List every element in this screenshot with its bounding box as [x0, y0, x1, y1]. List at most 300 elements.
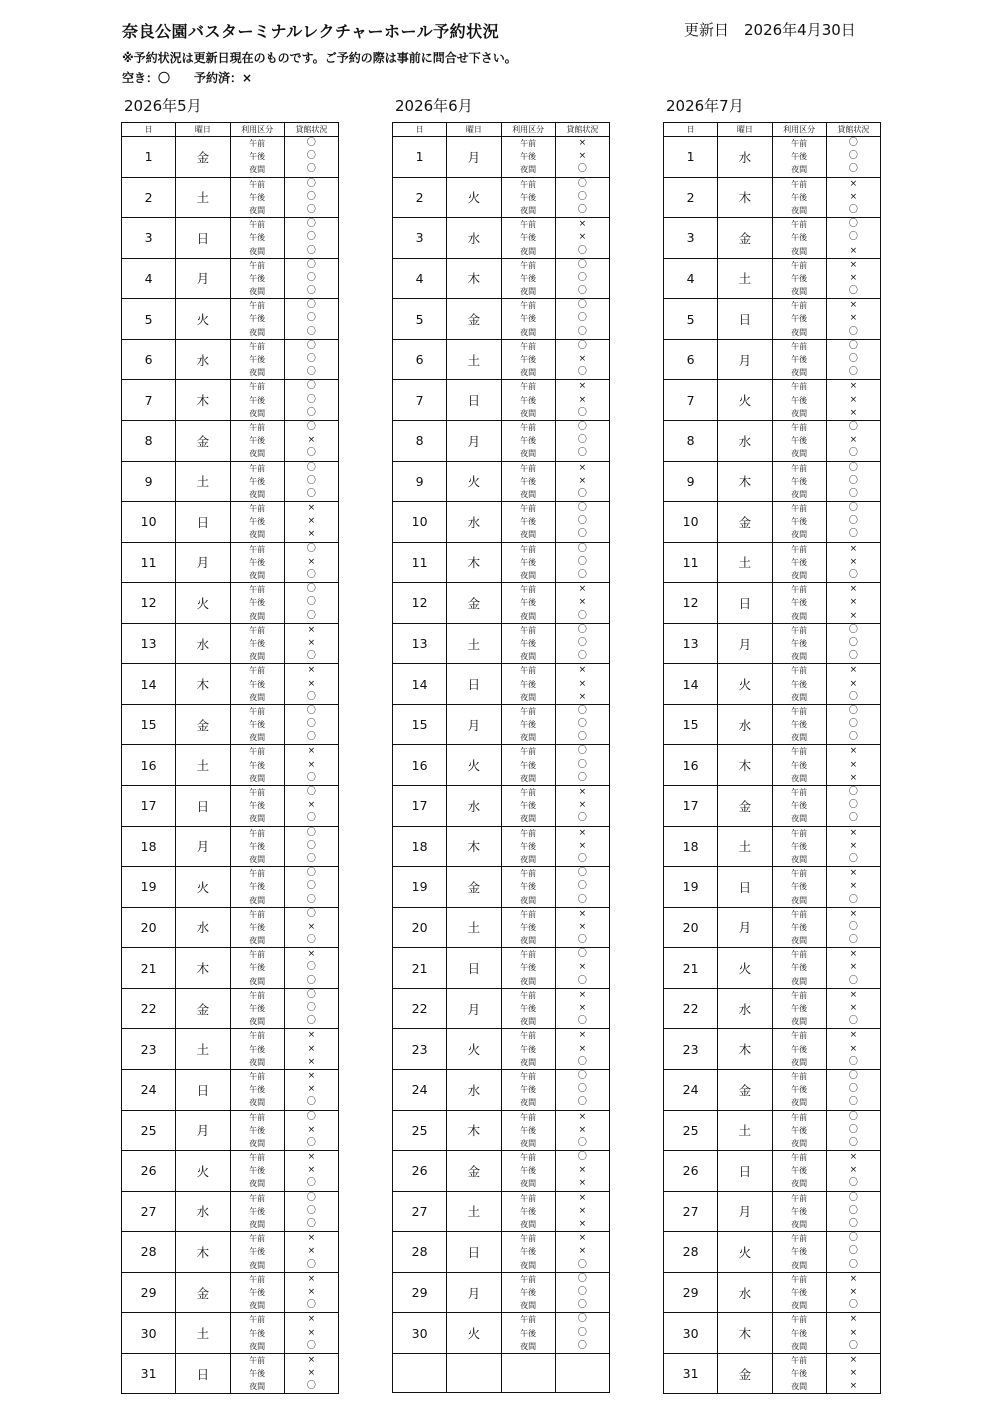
table-row: [393, 1232, 610, 1273]
table-row: [664, 745, 881, 786]
period-label: 午後: [249, 314, 266, 324]
status-mark: 〇: [306, 772, 316, 783]
period-label: 夜間: [520, 611, 537, 621]
status-mark: 〇: [848, 326, 858, 337]
status-mark: 〇: [306, 881, 316, 892]
period-label: 夜間: [520, 773, 537, 783]
status-mark: ×: [307, 921, 316, 932]
status-mark: ×: [578, 962, 587, 973]
period-list: [230, 826, 284, 867]
status-mark: 〇: [306, 813, 316, 824]
period-label: 午前: [791, 179, 808, 189]
status-mark: ×: [849, 245, 858, 256]
weekday: 金: [718, 218, 772, 259]
period-label: 午前: [520, 585, 537, 595]
status-list: [284, 583, 338, 624]
period-label: 夜間: [791, 1179, 808, 1189]
period-list: [501, 502, 555, 543]
col-header-weekday: 曜日: [718, 123, 772, 137]
weekday: 月: [176, 826, 230, 867]
period-label: 午前: [249, 1355, 266, 1365]
period-label: 午後: [791, 882, 808, 892]
weekday: 火: [447, 461, 501, 502]
status-mark: 〇: [848, 1097, 858, 1108]
status-mark: 〇: [848, 894, 858, 905]
period-label: 午後: [249, 882, 266, 892]
status-mark: 〇: [848, 705, 858, 716]
period-list: [501, 339, 555, 380]
period-label: 午前: [249, 706, 266, 716]
day-number: 24: [393, 1069, 447, 1110]
table-row: [664, 137, 881, 178]
status-mark: ×: [307, 1124, 316, 1135]
period-list: [772, 704, 826, 745]
day-number: 5: [393, 299, 447, 340]
weekday: 日: [176, 1069, 230, 1110]
status-mark: 〇: [848, 503, 858, 514]
period-list: [501, 299, 555, 340]
period-label: 午後: [520, 598, 537, 608]
status-mark: 〇: [306, 178, 316, 189]
status-mark: ×: [307, 1233, 316, 1244]
weekday: 火: [176, 583, 230, 624]
status-mark: ×: [307, 637, 316, 648]
status-mark: ×: [849, 989, 858, 1000]
day-number: 29: [122, 1272, 176, 1313]
day-number: 9: [393, 461, 447, 502]
day-number: 18: [393, 826, 447, 867]
status-mark: ×: [849, 1152, 858, 1163]
status-list: [826, 420, 880, 461]
period-label: 午後: [520, 922, 537, 932]
status-mark: ×: [849, 178, 858, 189]
period-label: 午後: [249, 922, 266, 932]
status-mark: ×: [849, 381, 858, 392]
weekday: 水: [718, 137, 772, 178]
day-number: 14: [393, 664, 447, 705]
period-label: 午前: [791, 706, 808, 716]
period-list: [772, 786, 826, 827]
status-mark: 〇: [848, 462, 858, 473]
status-list: [826, 583, 880, 624]
table-row: [122, 867, 339, 908]
period-label: 夜間: [791, 246, 808, 256]
table-row: [393, 177, 610, 218]
period-label: 午後: [791, 922, 808, 932]
period-label: 午前: [249, 1274, 266, 1284]
weekday: 火: [176, 867, 230, 908]
period-label: 午後: [791, 273, 808, 283]
period-label: 午前: [520, 909, 537, 919]
period-list: [501, 664, 555, 705]
period-label: 夜間: [249, 530, 266, 540]
status-list: [284, 420, 338, 461]
period-label: 午前: [249, 1112, 266, 1122]
status-mark: 〇: [848, 204, 858, 215]
table-row: [122, 299, 339, 340]
day-number: 8: [393, 420, 447, 461]
status-mark: 〇: [306, 488, 316, 499]
status-list: [826, 177, 880, 218]
weekday: 木: [718, 177, 772, 218]
status-mark: 〇: [848, 651, 858, 662]
status-mark: 〇: [848, 1016, 858, 1027]
weekday: 金: [447, 1151, 501, 1192]
col-header-status: 貸館状況: [826, 123, 880, 137]
weekday: 土: [718, 542, 772, 583]
status-list: [555, 542, 609, 583]
period-label: 午前: [520, 788, 537, 797]
status-mark: ×: [578, 1219, 587, 1229]
table-row: [664, 1151, 881, 1192]
status-mark: 〇: [306, 719, 316, 730]
period-label: 午前: [520, 179, 537, 189]
status-mark: 〇: [306, 570, 316, 580]
table-row: [664, 1313, 881, 1354]
status-mark: ×: [578, 787, 587, 797]
period-label: 午後: [520, 557, 537, 567]
period-label: 午後: [249, 679, 266, 689]
period-label: 午後: [249, 1085, 266, 1095]
status-mark: 〇: [848, 1340, 858, 1351]
status-mark: 〇: [577, 286, 587, 297]
status-mark: ×: [307, 1286, 316, 1297]
table-row: [393, 542, 610, 583]
col-header-day: 日: [122, 123, 176, 137]
period-list: [772, 1313, 826, 1354]
table-row: [122, 177, 339, 218]
period-label: 午後: [520, 963, 537, 973]
status-mark: ×: [849, 1327, 858, 1338]
period-list: [501, 258, 555, 299]
status-mark: 〇: [306, 543, 316, 554]
status-list: [826, 218, 880, 259]
period-label: 午後: [791, 436, 808, 446]
period-label: 午後: [520, 638, 537, 648]
status-list: [826, 1191, 880, 1232]
status-list: [284, 137, 338, 178]
period-label: 午後: [791, 801, 808, 811]
period-label: 午前: [249, 1153, 266, 1163]
day-number: 4: [393, 258, 447, 299]
period-label: 午後: [249, 1166, 266, 1176]
period-list: [230, 502, 284, 543]
period-list: [772, 380, 826, 421]
status-mark: 〇: [848, 813, 858, 824]
period-list: [501, 380, 555, 421]
status-mark: ×: [849, 759, 858, 770]
period-label: 午前: [520, 1234, 537, 1244]
status-list: [555, 1069, 609, 1110]
period-label: 夜間: [249, 733, 266, 743]
status-mark: 〇: [848, 691, 858, 702]
period-label: 午後: [520, 1125, 537, 1135]
period-label: 午前: [249, 747, 266, 757]
weekday: 金: [176, 137, 230, 178]
period-label: 夜間: [249, 205, 266, 215]
period-label: 午後: [791, 1004, 808, 1013]
status-mark: 〇: [848, 975, 858, 986]
status-mark: 〇: [577, 719, 587, 730]
table-row: [393, 218, 610, 259]
status-list: [826, 745, 880, 786]
period-list: [501, 1069, 555, 1110]
day-number: 5: [122, 299, 176, 340]
status-mark: 〇: [577, 1340, 587, 1351]
table-row: [393, 461, 610, 502]
period-label: 午後: [249, 638, 266, 648]
status-list: [555, 664, 609, 705]
period-label: 夜間: [249, 692, 266, 702]
table-row: [393, 1313, 610, 1354]
period-label: 午後: [791, 1085, 808, 1095]
table-row: [122, 258, 339, 299]
status-mark: ×: [578, 908, 587, 919]
status-mark: 〇: [848, 516, 858, 527]
period-label: 午前: [520, 504, 537, 514]
table-row: [393, 299, 610, 340]
period-label: 夜間: [520, 1138, 537, 1148]
status-mark: ×: [307, 949, 316, 960]
table-row: [664, 583, 881, 624]
status-mark: 〇: [306, 894, 316, 905]
table-row: [393, 786, 610, 827]
month-title-may: 2026年5月: [124, 97, 202, 115]
period-list: [501, 1272, 555, 1313]
table-row: [664, 1069, 881, 1110]
period-label: 午前: [249, 139, 266, 148]
table-row: [122, 907, 339, 948]
weekday: 水: [718, 988, 772, 1029]
status-mark: 〇: [848, 1178, 858, 1189]
day-number: 2: [393, 177, 447, 218]
status-list: [284, 380, 338, 421]
period-label: 午前: [520, 869, 537, 879]
period-list: [501, 704, 555, 745]
period-label: 午後: [791, 557, 808, 567]
period-label: 午後: [791, 598, 808, 608]
table-row: [664, 339, 881, 380]
period-label: 午前: [249, 260, 266, 270]
day-number: 4: [122, 258, 176, 299]
status-mark: ×: [578, 827, 587, 838]
status-mark: 〇: [577, 746, 587, 757]
table-row: [393, 1069, 610, 1110]
weekday: 月: [718, 339, 772, 380]
status-list: [284, 907, 338, 948]
period-label: 夜間: [791, 1382, 808, 1392]
period-label: 夜間: [520, 652, 537, 662]
weekday: 日: [718, 299, 772, 340]
period-label: 午後: [520, 882, 537, 892]
period-label: 午前: [791, 666, 808, 676]
day-number: 26: [122, 1151, 176, 1192]
period-label: 夜間: [791, 449, 808, 459]
period-label: 午後: [249, 152, 266, 162]
status-list: [284, 1151, 338, 1192]
status-mark: 〇: [306, 394, 316, 405]
table-row: [122, 1110, 339, 1151]
period-label: 夜間: [791, 1057, 808, 1067]
period-list: [230, 339, 284, 380]
status-mark: 〇: [306, 840, 316, 851]
status-mark: ×: [849, 556, 858, 567]
period-label: 午前: [249, 1315, 266, 1325]
status-mark: 〇: [577, 624, 587, 635]
day-number: 25: [122, 1110, 176, 1151]
status-mark: 〇: [306, 326, 316, 337]
period-label: 午前: [791, 909, 808, 919]
period-label: 夜間: [791, 733, 808, 743]
period-label: 午前: [249, 422, 266, 432]
period-label: 午前: [520, 1031, 537, 1041]
status-mark: ×: [578, 232, 587, 243]
period-label: 午後: [249, 760, 266, 770]
status-mark: 〇: [306, 1137, 316, 1148]
status-mark: 〇: [577, 1016, 587, 1027]
table-row: [393, 988, 610, 1029]
status-list: [826, 339, 880, 380]
status-mark: 〇: [848, 853, 858, 864]
period-label: 夜間: [249, 571, 266, 580]
period-label: 午前: [520, 544, 537, 554]
status-list: [826, 380, 880, 421]
status-mark: 〇: [577, 448, 587, 459]
period-label: 午前: [791, 1153, 808, 1163]
table-row: [664, 988, 881, 1029]
status-list: [826, 704, 880, 745]
status-list: [284, 461, 338, 502]
weekday: 金: [718, 1353, 772, 1394]
status-mark: 〇: [577, 503, 587, 514]
period-label: 夜間: [520, 1017, 537, 1027]
table-row: [393, 502, 610, 543]
period-label: 午後: [791, 395, 808, 405]
period-label: 午前: [791, 1234, 808, 1244]
status-mark: 〇: [848, 488, 858, 499]
period-list: [230, 461, 284, 502]
period-label: 夜間: [791, 1138, 808, 1148]
weekday: 土: [176, 1029, 230, 1070]
period-label: 夜間: [249, 1220, 266, 1229]
status-mark: ×: [307, 746, 316, 757]
day-number: 10: [122, 502, 176, 543]
period-label: 午後: [249, 395, 266, 405]
table-row: [664, 867, 881, 908]
period-label: 午前: [520, 422, 537, 432]
weekday: 日: [176, 786, 230, 827]
period-label: 午前: [791, 1071, 808, 1081]
status-mark: 〇: [577, 326, 587, 337]
weekday: 水: [447, 218, 501, 259]
weekday: 日: [447, 948, 501, 989]
weekday: 日: [447, 380, 501, 421]
weekday: 金: [447, 583, 501, 624]
weekday: 木: [718, 1029, 772, 1070]
table-row: [664, 704, 881, 745]
period-label: 午後: [520, 1085, 537, 1095]
period-label: 午後: [520, 476, 537, 486]
period-list: [230, 380, 284, 421]
period-label: 夜間: [791, 1260, 808, 1270]
day-number: 20: [122, 907, 176, 948]
status-list: [555, 704, 609, 745]
table-row: [664, 786, 881, 827]
status-mark: 〇: [577, 1273, 587, 1284]
period-list: [501, 786, 555, 827]
period-label: 夜間: [249, 165, 266, 175]
weekday: 金: [176, 1272, 230, 1313]
period-label: 夜間: [791, 165, 808, 175]
period-label: 夜間: [249, 1098, 266, 1108]
day-number: 2: [664, 177, 718, 218]
status-list: [555, 1151, 609, 1192]
period-list: [230, 1110, 284, 1151]
status-mark: 〇: [306, 732, 316, 743]
status-list: [826, 1232, 880, 1273]
status-list: [284, 988, 338, 1029]
day-number: 17: [664, 786, 718, 827]
status-list: [555, 988, 609, 1029]
period-label: 午後: [249, 1369, 266, 1379]
status-mark: ×: [849, 1273, 858, 1284]
period-list: [772, 218, 826, 259]
status-mark: 〇: [848, 570, 858, 580]
status-mark: ×: [849, 665, 858, 676]
status-mark: ×: [849, 1043, 858, 1054]
weekday: 木: [176, 948, 230, 989]
period-label: 夜間: [520, 1301, 537, 1311]
period-label: 午前: [791, 1193, 808, 1203]
status-mark: 〇: [306, 204, 316, 215]
status-mark: ×: [849, 1368, 858, 1379]
status-mark: 〇: [848, 637, 858, 648]
period-label: 夜間: [249, 1179, 266, 1189]
day-number: 28: [122, 1232, 176, 1273]
status-mark: 〇: [306, 1259, 316, 1270]
status-mark: ×: [578, 219, 587, 230]
day-number: 31: [664, 1353, 718, 1394]
status-mark: 〇: [306, 407, 316, 418]
period-label: 午後: [791, 1044, 808, 1054]
status-mark: ×: [578, 1165, 587, 1176]
status-mark: 〇: [848, 1192, 858, 1203]
status-list: [555, 461, 609, 502]
period-label: 夜間: [520, 692, 537, 702]
status-mark: 〇: [306, 1003, 316, 1013]
status-list: [284, 623, 338, 664]
status-mark: 〇: [577, 556, 587, 567]
period-list: [230, 907, 284, 948]
day-number: 23: [664, 1029, 718, 1070]
period-list: [230, 664, 284, 705]
status-list: [555, 907, 609, 948]
status-mark: 〇: [848, 1111, 858, 1122]
status-mark: ×: [307, 1314, 316, 1325]
status-mark: 〇: [306, 975, 316, 986]
period-list: [501, 1029, 555, 1070]
table-row: [393, 339, 610, 380]
status-list: [284, 218, 338, 259]
period-list: [772, 907, 826, 948]
status-mark: 〇: [848, 286, 858, 297]
weekday: 火: [718, 380, 772, 421]
weekday: 金: [718, 1069, 772, 1110]
weekday: 水: [447, 1069, 501, 1110]
status-mark: 〇: [306, 1205, 316, 1216]
status-mark: ×: [578, 1043, 587, 1054]
status-mark: ×: [849, 1286, 858, 1297]
